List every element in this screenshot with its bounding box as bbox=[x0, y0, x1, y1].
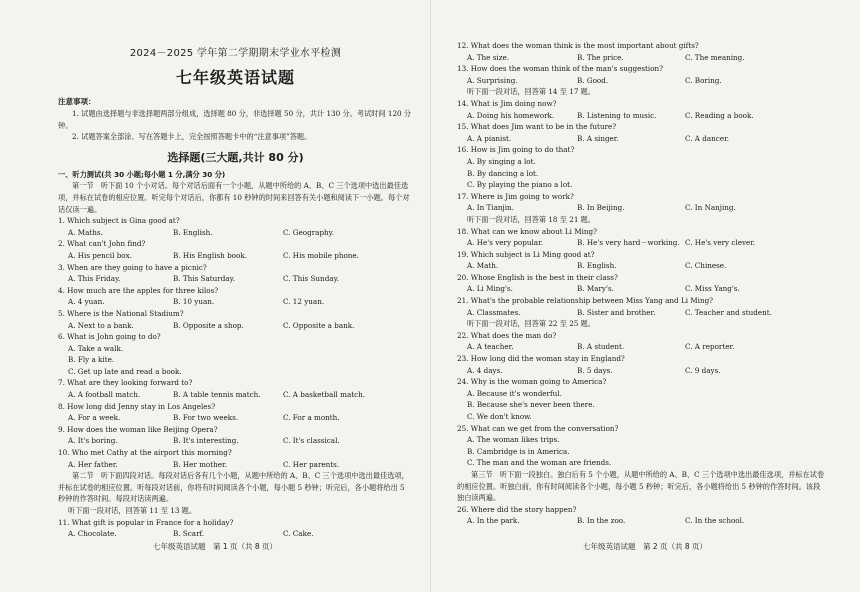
option-row bbox=[457, 237, 825, 249]
option-c: C. Her parents. bbox=[283, 459, 340, 469]
question-text: 11. What gift is popular in France for a holiday? bbox=[58, 517, 234, 527]
subject-title: 七年级英语试题 bbox=[175, 68, 295, 87]
question-text: 22. What does the man do? bbox=[457, 330, 557, 340]
option-a: A. 4 days. bbox=[467, 365, 503, 375]
option-c: C. 9 days. bbox=[685, 365, 721, 375]
option-row bbox=[457, 283, 825, 295]
option-b: B. It's interesting. bbox=[173, 436, 239, 446]
question-text: 20. Whose English is the best in their class? bbox=[457, 272, 618, 282]
option-b: B. A singer. bbox=[577, 133, 619, 143]
option-row bbox=[58, 389, 413, 401]
option-b: B. His English book. bbox=[173, 250, 247, 260]
question-text: 14. What is Jim doing now? bbox=[457, 98, 557, 108]
question-text: 16. How is Jim going to do that? bbox=[457, 145, 575, 155]
dialogue-lead: 听下面一段对话，回答第 18 至 21 题。 bbox=[467, 214, 596, 224]
option-a: A. Doing his homework. bbox=[467, 110, 555, 120]
option-a: A. Math. bbox=[467, 261, 499, 271]
option-a: A. A teacher. bbox=[467, 342, 514, 352]
option-b: B. The price. bbox=[577, 52, 624, 62]
notice-heading: 注意事项： bbox=[58, 97, 96, 106]
option-row bbox=[58, 435, 413, 447]
option-b: B. For two weeks. bbox=[173, 413, 239, 423]
option-b: B. Scarf. bbox=[173, 529, 205, 539]
question-text: 25. What can we get from the conversation? bbox=[457, 423, 619, 433]
option-c: C. It's classical. bbox=[283, 436, 340, 446]
option-c: C. In the school. bbox=[685, 516, 745, 526]
option-b: B. Listening to music. bbox=[577, 110, 657, 120]
option-c: C. The man and the woman are friends. bbox=[467, 458, 612, 468]
question-text: 8. How long did Jenny stay in Los Angeles? bbox=[58, 401, 216, 411]
option-c: C. The meaning. bbox=[685, 52, 745, 62]
dialogue-lead: 听下面一段对话，回答第 11 至 13 题。 bbox=[68, 506, 197, 515]
option-c: C. In Nanjing. bbox=[685, 203, 736, 213]
option-b: B. Cambridge is in America. bbox=[467, 446, 570, 456]
exam-title: 2024－2025 学年第二学期期末学业水平检测 bbox=[129, 48, 342, 59]
question-text: 23. How long did the woman stay in England? bbox=[457, 354, 625, 364]
option-a: A. This Friday. bbox=[68, 274, 121, 284]
option-b: B. Good. bbox=[577, 75, 609, 85]
option-c: C. Geography. bbox=[283, 227, 335, 237]
option-b: B. Sister and brother. bbox=[577, 307, 656, 317]
option-b: B. English. bbox=[173, 227, 213, 237]
option-row bbox=[457, 260, 825, 272]
question-text: 24. Why is the woman going to America? bbox=[457, 377, 607, 387]
option-c: C. Chinese. bbox=[685, 261, 727, 271]
option-row bbox=[457, 365, 825, 377]
option-row bbox=[58, 273, 413, 285]
option-b: B. Opposite a shop. bbox=[173, 320, 244, 330]
option-a: A. For a week. bbox=[68, 413, 121, 423]
option-a: A. He's very popular. bbox=[467, 238, 543, 248]
dialogue-lead: 听下面一段对话，回答第 14 至 17 题。 bbox=[467, 87, 596, 97]
option-b: B. Fly a kite. bbox=[68, 355, 115, 365]
question-text: 26. Where did the story happen? bbox=[457, 504, 577, 514]
notice-item: 2. 试题答案全部涂、写在答题卡上，完全按照答题卡中的“注意事项”答题。 bbox=[72, 132, 312, 142]
question-text: 19. Which subject is Li Ming good at? bbox=[457, 249, 595, 259]
option-c: C. For a month. bbox=[283, 413, 340, 423]
option-row bbox=[457, 110, 825, 122]
option-b: B. A student. bbox=[577, 342, 625, 352]
option-a: A. Because it's wonderful. bbox=[467, 388, 562, 398]
option-b: B. He's very hard－working. bbox=[577, 238, 680, 248]
option-row bbox=[58, 227, 413, 239]
option-row bbox=[58, 528, 413, 540]
option-b: B. Mary's. bbox=[577, 284, 614, 294]
option-a: A. Surprising. bbox=[467, 75, 518, 85]
question-text: 2. What can't John find? bbox=[58, 239, 146, 249]
option-a: A. Next to a bank. bbox=[68, 320, 134, 330]
option-a: A. A pianist. bbox=[467, 133, 512, 143]
question-text: 12. What does the woman think is the most important about gifts? bbox=[457, 41, 699, 50]
option-b: B. This Saturday. bbox=[173, 274, 235, 284]
question-text: 7. What are they looking forward to? bbox=[58, 378, 193, 388]
option-a: A. A football match. bbox=[68, 390, 141, 400]
option-a: A. Take a walk. bbox=[68, 343, 124, 353]
option-b: B. Because she's never been there. bbox=[467, 400, 595, 410]
option-b: B. A table tennis match. bbox=[173, 390, 261, 400]
page-2 bbox=[430, 0, 860, 592]
section-intro: 第一节 听下面 10 个小对话。每个对话后面有一个小题，从题中所给的 A、B、C 三个选项中选出最佳选项，并标在试卷的相应位置。听完每个对话后，你都有 10 秒钟的时间来回答有关小题和阅读下一小题。每个对话仅读一遍。 bbox=[58, 181, 410, 214]
option-c: C. Opposite a bank. bbox=[283, 320, 355, 330]
question-text: 4. How much are the apples for three kilos? bbox=[58, 285, 219, 295]
option-row bbox=[457, 515, 825, 527]
notice-item: 1. 试题由选择题与非选择题两部分组成，选择题 80 分，非选择题 50 分，共计 130 分。考试时间 120 分钟。 bbox=[58, 109, 412, 130]
option-row bbox=[457, 307, 825, 319]
option-a: A. His pencil box. bbox=[68, 250, 132, 260]
option-row bbox=[457, 341, 825, 353]
part-heading: 一、听力测试(共 30 小题;每小题 1 分,满分 30 分) bbox=[58, 169, 226, 179]
question-list bbox=[457, 40, 825, 86]
option-c: C. We don't know. bbox=[467, 412, 532, 421]
section-intro: 第二节 听下面四段对话。每段对话后各有几个小题，从题中所给的 A、B、C 三个选项中选出最佳选项，并标在试卷的相应位置。听每段对话前，你将有时间阅读各个小题，每小题 5 秒钟；听完后，各小题将给出 5 秒钟的作答时间。每段对话读两遍。 bbox=[58, 471, 409, 504]
option-a: A. Classmates. bbox=[467, 307, 521, 317]
question-text: 5. Where is the National Stadium? bbox=[58, 308, 184, 318]
question-text: 13. How does the woman think of the man's suggestion? bbox=[457, 64, 664, 74]
option-a: A. The woman likes trips. bbox=[467, 435, 560, 445]
option-row bbox=[58, 412, 413, 424]
question-text: 15. What does Jim want to be in the future? bbox=[457, 122, 617, 132]
option-b: B. 10 yuan. bbox=[173, 297, 215, 307]
option-a: A. Li Ming's. bbox=[467, 284, 513, 294]
option-c: C. Cake. bbox=[283, 529, 314, 539]
option-c: C. He's very clever. bbox=[685, 238, 756, 248]
option-c: C. A dancer. bbox=[685, 133, 730, 143]
question-list bbox=[457, 98, 825, 214]
question-list bbox=[457, 330, 825, 469]
page-footer: 七年级英语试题 第 2 页（共 8 页） bbox=[582, 542, 708, 551]
question-text: 10. Who met Cathy at the airport this morning? bbox=[58, 448, 232, 458]
question-list bbox=[457, 226, 825, 319]
option-row bbox=[58, 250, 413, 262]
question-text: 18. What can we know about Li Ming? bbox=[457, 226, 597, 236]
option-b: B. By dancing a lot. bbox=[467, 168, 539, 178]
option-c: C. 12 yuan. bbox=[283, 297, 325, 307]
option-b: B. Her mother. bbox=[173, 459, 227, 469]
option-b: B. 5 days. bbox=[577, 365, 613, 375]
question-text: 1. Which subject is Gina good at? bbox=[58, 216, 180, 226]
option-c: C. This Sunday. bbox=[283, 274, 339, 284]
option-a: A. In the park. bbox=[467, 516, 520, 526]
option-row bbox=[58, 320, 413, 332]
option-row bbox=[58, 459, 413, 471]
option-b: B. In the zoo. bbox=[577, 516, 626, 526]
option-b: B. English. bbox=[577, 261, 617, 271]
option-row bbox=[457, 202, 825, 214]
question-list bbox=[58, 215, 413, 470]
option-c: C. Get up late and read a book. bbox=[68, 366, 182, 376]
option-c: C. Boring. bbox=[685, 75, 722, 85]
option-row bbox=[457, 52, 825, 64]
option-c: C. A reporter. bbox=[685, 342, 735, 352]
option-a: A. Her father. bbox=[68, 459, 118, 469]
question-text: 3. When are they going to have a picnic? bbox=[58, 262, 207, 272]
question-text: 9. How does the woman like Beijing Opera? bbox=[58, 424, 218, 434]
option-c: C. By playing the piano a lot. bbox=[467, 180, 573, 190]
option-a: A. 4 yuan. bbox=[68, 297, 105, 307]
option-a: A. By singing a lot. bbox=[467, 156, 536, 166]
option-b: B. In Beijing. bbox=[577, 203, 625, 213]
option-c: C. Teacher and student. bbox=[685, 307, 772, 317]
option-row bbox=[457, 75, 825, 87]
option-row bbox=[58, 296, 413, 308]
option-a: A. It's boring. bbox=[68, 436, 118, 446]
option-c: C. A basketball match. bbox=[283, 390, 366, 400]
option-row bbox=[457, 133, 825, 145]
page-footer: 七年级英语试题 第 1 页（共 8 页） bbox=[152, 542, 278, 551]
option-c: C. Reading a book. bbox=[685, 110, 754, 120]
option-a: A. Maths. bbox=[68, 227, 103, 237]
option-a: A. The size. bbox=[467, 52, 510, 62]
option-c: C. Miss Yang's. bbox=[685, 284, 740, 294]
option-a: A. Chocolate. bbox=[68, 529, 117, 539]
question-text: 17. Where is Jim going to work? bbox=[457, 191, 574, 201]
section-title: 选择题(三大题,共计 80 分) bbox=[167, 150, 304, 164]
question-text: 6. What is John going to do? bbox=[58, 332, 161, 342]
dialogue-lead: 听下面一段对话，回答第 22 至 25 题。 bbox=[467, 319, 596, 329]
option-c: C. His mobile phone. bbox=[283, 250, 359, 260]
section-intro: 第三节 听下面一段独白。独白后有 5 个小题，从题中所给的 A、B、C 三个选项中选出最佳选项，并标在试卷的相应位置。听独白前，你有时间阅读各个小题，每小题 5 秒钟；听完后，各小题将给出 5 秒钟的作答时间。该段独白读两遍。 bbox=[457, 469, 825, 503]
question-text: 21. What's the probable relationship between Miss Yang and Li Ming? bbox=[457, 296, 714, 306]
option-a: A. In Tianjin. bbox=[467, 203, 514, 213]
